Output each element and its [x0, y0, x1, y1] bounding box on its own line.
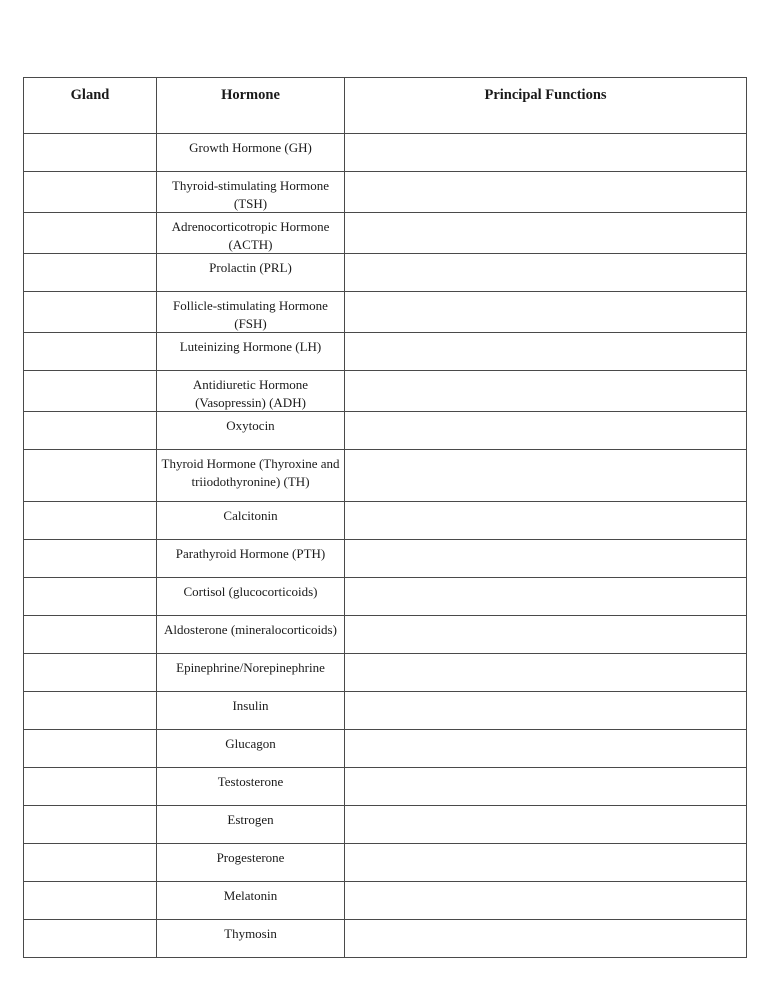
- cell-hormone: Epinephrine/Norepinephrine: [157, 654, 345, 692]
- cell-gland[interactable]: [24, 882, 157, 920]
- table-row: [24, 292, 747, 333]
- table-row: [24, 502, 747, 540]
- table-row: [24, 730, 747, 768]
- column-header-gland: Gland: [24, 78, 157, 134]
- table-row: [24, 692, 747, 730]
- cell-principal-functions[interactable]: [345, 692, 747, 730]
- cell-hormone: Calcitonin: [157, 502, 345, 540]
- column-header-hormone: Hormone: [157, 78, 345, 134]
- cell-gland[interactable]: [24, 578, 157, 616]
- cell-gland[interactable]: [24, 134, 157, 172]
- table-row: [24, 616, 747, 654]
- cell-gland[interactable]: [24, 412, 157, 450]
- cell-gland[interactable]: [24, 254, 157, 292]
- cell-hormone: Progesterone: [157, 844, 345, 882]
- endocrine-hormone-table: [23, 77, 747, 958]
- cell-principal-functions[interactable]: [345, 371, 747, 412]
- cell-gland[interactable]: [24, 920, 157, 958]
- table-row: [24, 540, 747, 578]
- cell-principal-functions[interactable]: [345, 292, 747, 333]
- cell-hormone: Antidiuretic Hormone (Vasopressin) (ADH): [157, 371, 345, 412]
- cell-hormone: Testosterone: [157, 768, 345, 806]
- cell-principal-functions[interactable]: [345, 540, 747, 578]
- table-row: [24, 920, 747, 958]
- cell-principal-functions[interactable]: [345, 768, 747, 806]
- table-row: [24, 254, 747, 292]
- cell-gland[interactable]: [24, 768, 157, 806]
- cell-principal-functions[interactable]: [345, 654, 747, 692]
- table-row: [24, 213, 747, 254]
- cell-hormone: Melatonin: [157, 882, 345, 920]
- table-row: [24, 172, 747, 213]
- cell-gland[interactable]: [24, 806, 157, 844]
- cell-principal-functions[interactable]: [345, 616, 747, 654]
- table-row: [24, 578, 747, 616]
- cell-principal-functions[interactable]: [345, 920, 747, 958]
- endocrine-table-container: [23, 77, 746, 958]
- cell-hormone: Thymosin: [157, 920, 345, 958]
- cell-principal-functions[interactable]: [345, 134, 747, 172]
- cell-gland[interactable]: [24, 333, 157, 371]
- cell-gland[interactable]: [24, 616, 157, 654]
- cell-principal-functions[interactable]: [345, 333, 747, 371]
- table-row: [24, 844, 747, 882]
- column-header-principal-functions: Principal Functions: [345, 78, 747, 134]
- cell-gland[interactable]: [24, 450, 157, 502]
- cell-principal-functions[interactable]: [345, 578, 747, 616]
- cell-principal-functions[interactable]: [345, 254, 747, 292]
- cell-hormone: Thyroid-stimulating Hormone (TSH): [157, 172, 345, 213]
- table-row: [24, 412, 747, 450]
- cell-principal-functions[interactable]: [345, 806, 747, 844]
- header-row: [24, 78, 747, 134]
- cell-principal-functions[interactable]: [345, 844, 747, 882]
- cell-principal-functions[interactable]: [345, 502, 747, 540]
- cell-principal-functions[interactable]: [345, 412, 747, 450]
- cell-principal-functions[interactable]: [345, 213, 747, 254]
- cell-hormone: Thyroid Hormone (Thyroxine and triiodothyronine) (TH): [157, 450, 345, 502]
- table-row: [24, 371, 747, 412]
- cell-hormone: Follicle-stimulating Hormone (FSH): [157, 292, 345, 333]
- cell-gland[interactable]: [24, 371, 157, 412]
- cell-gland[interactable]: [24, 654, 157, 692]
- table-row: [24, 134, 747, 172]
- cell-hormone: Estrogen: [157, 806, 345, 844]
- cell-principal-functions[interactable]: [345, 450, 747, 502]
- cell-gland[interactable]: [24, 844, 157, 882]
- cell-gland[interactable]: [24, 213, 157, 254]
- cell-hormone: Parathyroid Hormone (PTH): [157, 540, 345, 578]
- table-row: [24, 654, 747, 692]
- cell-gland[interactable]: [24, 730, 157, 768]
- table-row: [24, 333, 747, 371]
- cell-gland[interactable]: [24, 540, 157, 578]
- table-body: [24, 134, 747, 958]
- cell-gland[interactable]: [24, 502, 157, 540]
- cell-principal-functions[interactable]: [345, 172, 747, 213]
- table-row: [24, 450, 747, 502]
- cell-gland[interactable]: [24, 292, 157, 333]
- cell-hormone: Cortisol (glucocorticoids): [157, 578, 345, 616]
- cell-gland[interactable]: [24, 172, 157, 213]
- cell-hormone: Growth Hormone (GH): [157, 134, 345, 172]
- cell-gland[interactable]: [24, 692, 157, 730]
- cell-hormone: Aldosterone (mineralocorticoids): [157, 616, 345, 654]
- cell-hormone: Oxytocin: [157, 412, 345, 450]
- table-row: [24, 882, 747, 920]
- table-row: [24, 768, 747, 806]
- cell-hormone: Adrenocorticotropic Hormone (ACTH): [157, 213, 345, 254]
- cell-principal-functions[interactable]: [345, 882, 747, 920]
- cell-hormone: Insulin: [157, 692, 345, 730]
- cell-hormone: Prolactin (PRL): [157, 254, 345, 292]
- cell-hormone: Glucagon: [157, 730, 345, 768]
- table-row: [24, 806, 747, 844]
- cell-principal-functions[interactable]: [345, 730, 747, 768]
- table-header: [24, 78, 747, 134]
- cell-hormone: Luteinizing Hormone (LH): [157, 333, 345, 371]
